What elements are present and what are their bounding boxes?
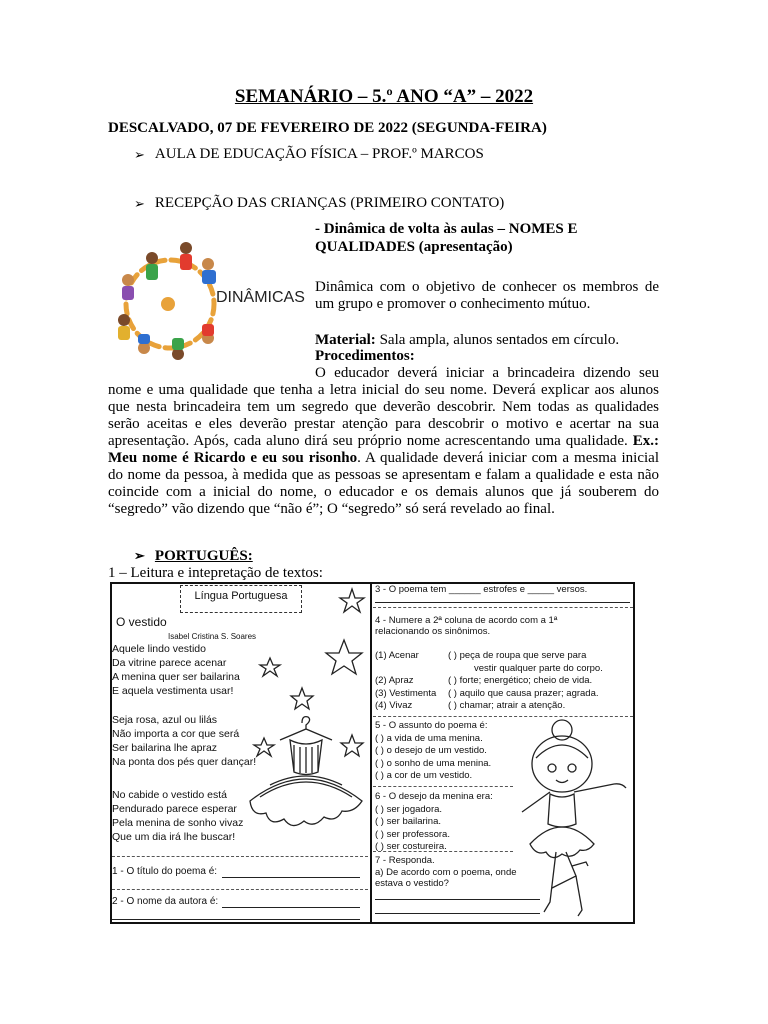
option-item: ( ) o sonho de uma menina. xyxy=(375,757,492,769)
ballerina-illustration xyxy=(520,716,632,921)
question-4 xyxy=(375,615,557,637)
synonym-words xyxy=(375,650,436,713)
question-5 xyxy=(375,720,491,783)
question-6-title: 6 - O desejo da menina era: xyxy=(375,791,493,802)
subject-label: Língua Portuguesa xyxy=(194,590,288,602)
worksheet-divider xyxy=(370,582,372,924)
answer-line xyxy=(375,899,540,900)
poem-author: Isabel Cristina S. Soares xyxy=(168,632,257,641)
bullet-item-reception xyxy=(134,195,504,212)
poem-verse: Que um dia irá lhe buscar! xyxy=(112,831,236,843)
question-6 xyxy=(375,791,493,854)
answer-line xyxy=(375,602,630,603)
question-7-title: 7 - Responda. xyxy=(375,855,435,866)
synonym-meaning: ( ) peça de roupa que serve para xyxy=(448,650,587,661)
answer-line xyxy=(222,907,360,908)
dynamics-label: DINÂMICAS xyxy=(216,289,305,306)
material-paragraph xyxy=(315,332,659,349)
option-item: ( ) o desejo de um vestido. xyxy=(375,745,487,756)
answer-line xyxy=(222,877,360,878)
section-divider xyxy=(112,889,368,890)
procedures-first-line: O educador deverá iniciar a brincadeira dizendo seu xyxy=(315,365,659,381)
portugues-label: PORTUGUÊS: xyxy=(154,548,253,564)
poem-verse: Ser bailarina lhe apraz xyxy=(112,742,218,754)
question-1: 1 - O título do poema é: xyxy=(112,866,218,877)
date-line: DESCALVADO, 07 DE FEVEREIRO DE 2022 (SEGUNDA-FEIRA) xyxy=(108,120,547,136)
poem-verse: Na ponta dos pés quer dançar! xyxy=(112,756,257,768)
synonym-meanings xyxy=(448,650,603,713)
question-4-line: relacionando os sinônimos. xyxy=(375,626,491,637)
page-title: SEMANÁRIO – 5.º ANO “A” – 2022 xyxy=(234,86,534,107)
procedures-text: nome e uma qualidade que tenha a letra inicial do seu nome. Deverá explicar aos alunos que nesta brincadeira tem um segredo que deverão descobrir. Nem todas as qualidades serão aceitas e eles deverão prestar atenção para descobrir o motivo e acertar na sua apresentação. Após, cada aluno dirá seu próprio nome acrescentando uma qualidade. xyxy=(108,382,659,449)
option-item: ( ) ser bailarina. xyxy=(375,816,441,827)
synonym-meaning: ( ) forte; energético; cheio de vida. xyxy=(448,675,593,686)
question-3: 3 - O poema tem ______ estrofes e _____ versos. xyxy=(375,584,588,595)
portugues-heading xyxy=(134,548,253,565)
poem-verse: A menina quer ser bailarina xyxy=(112,671,240,683)
dress-illustration xyxy=(230,585,370,855)
synonym-meaning: vestir qualquer parte do corpo. xyxy=(474,662,603,674)
answer-line xyxy=(112,919,360,920)
poem-verse: Pela menina de sonho vivaz xyxy=(112,817,244,829)
option-item: ( ) ser professora. xyxy=(375,828,450,840)
synonym-word: (1) Acenar xyxy=(375,650,419,661)
section-divider xyxy=(373,607,633,608)
dynamic-objective: Dinâmica com o objetivo de conhecer os membros de um grupo e promover o conhecimento mútuo. xyxy=(315,279,659,312)
poem-verse: Não importa a cor que será xyxy=(112,728,240,740)
section-divider xyxy=(112,856,368,857)
poem-verse: Aquele lindo vestido xyxy=(112,643,206,655)
arrow-bullet-icon: ➢ xyxy=(134,196,145,211)
question-7 xyxy=(375,855,517,890)
option-item: ( ) a cor de um vestido. xyxy=(375,770,473,781)
question-4-line: 4 - Numere a 2ª coluna de acordo com a 1ª xyxy=(375,615,558,626)
poem-verse: No cabide o vestido está xyxy=(112,789,227,801)
section-divider xyxy=(373,851,513,852)
material-label: Material: xyxy=(315,332,376,348)
example-text: Ex.: Meu nome é Ricardo e eu sou risonho xyxy=(108,433,659,466)
procedures-text: . A qualidade deverá iniciar com a mesma inicial do nome da pessoa, à medida que as pessoas se apresentam e falam a qualidade e esta não coincide com a inicial do nome, o educador e os demais alunos que já souberem do “segredo” vão dizendo que “não é”; O “segredo” só será revelado ao final. xyxy=(108,450,659,517)
section-divider xyxy=(373,786,513,787)
procedures-body xyxy=(108,382,659,518)
poem-verse: Seja rosa, azul ou lilás xyxy=(112,714,218,726)
poem-stanza-1 xyxy=(112,642,240,698)
poem-verse: E aquela vestimenta usar! xyxy=(112,685,234,697)
synonym-meaning: ( ) aquilo que causa prazer; agrada. xyxy=(448,687,599,699)
question-5-title: 5 - O assunto do poema é: xyxy=(375,720,488,731)
synonym-meaning: ( ) chamar; atrair a atenção. xyxy=(448,700,566,711)
arrow-bullet-icon: ➢ xyxy=(134,548,145,563)
option-item: ( ) ser costureira. xyxy=(375,841,447,852)
poem-verse: Pendurado parece esperar xyxy=(112,803,237,815)
reading-line: 1 – Leitura e intepretação de textos: xyxy=(108,565,323,581)
poem-stanza-3 xyxy=(112,788,243,844)
option-item: ( ) a vida de uma menina. xyxy=(375,732,483,744)
dynamics-illustration xyxy=(108,234,308,369)
poem-verse: Da vitrine parece acenar xyxy=(112,657,227,669)
bullet-item-pe-class xyxy=(134,146,484,163)
bullet-text: RECEPÇÃO DAS CRIANÇAS (PRIMEIRO CONTATO) xyxy=(154,195,505,211)
synonym-word: (4) Vivaz xyxy=(375,700,413,711)
procedures-label: Procedimentos: xyxy=(315,348,415,364)
dynamic-title-line: QUALIDADES (apresentação) xyxy=(315,239,513,255)
synonym-word: (2) Apraz xyxy=(375,675,414,686)
question-2: 2 - O nome da autora é: xyxy=(112,896,219,907)
option-item: ( ) ser jogadora. xyxy=(375,803,443,815)
dynamic-title xyxy=(315,220,660,256)
synonym-word: (3) Vestimenta xyxy=(375,687,437,699)
question-7-line: a) De acordo com o poema, onde xyxy=(375,866,517,878)
poem-title: O vestido xyxy=(116,615,167,629)
question-7-line: estava o vestido? xyxy=(375,878,449,889)
bullet-text: AULA DE EDUCAÇÃO FÍSICA – PROF.º MARCOS xyxy=(154,146,484,162)
arrow-bullet-icon: ➢ xyxy=(134,147,145,162)
answer-line xyxy=(375,913,540,914)
dynamic-title-line: - Dinâmica de volta às aulas – NOMES E xyxy=(315,221,578,237)
material-text: Sala ampla, alunos sentados em círculo. xyxy=(375,332,620,348)
